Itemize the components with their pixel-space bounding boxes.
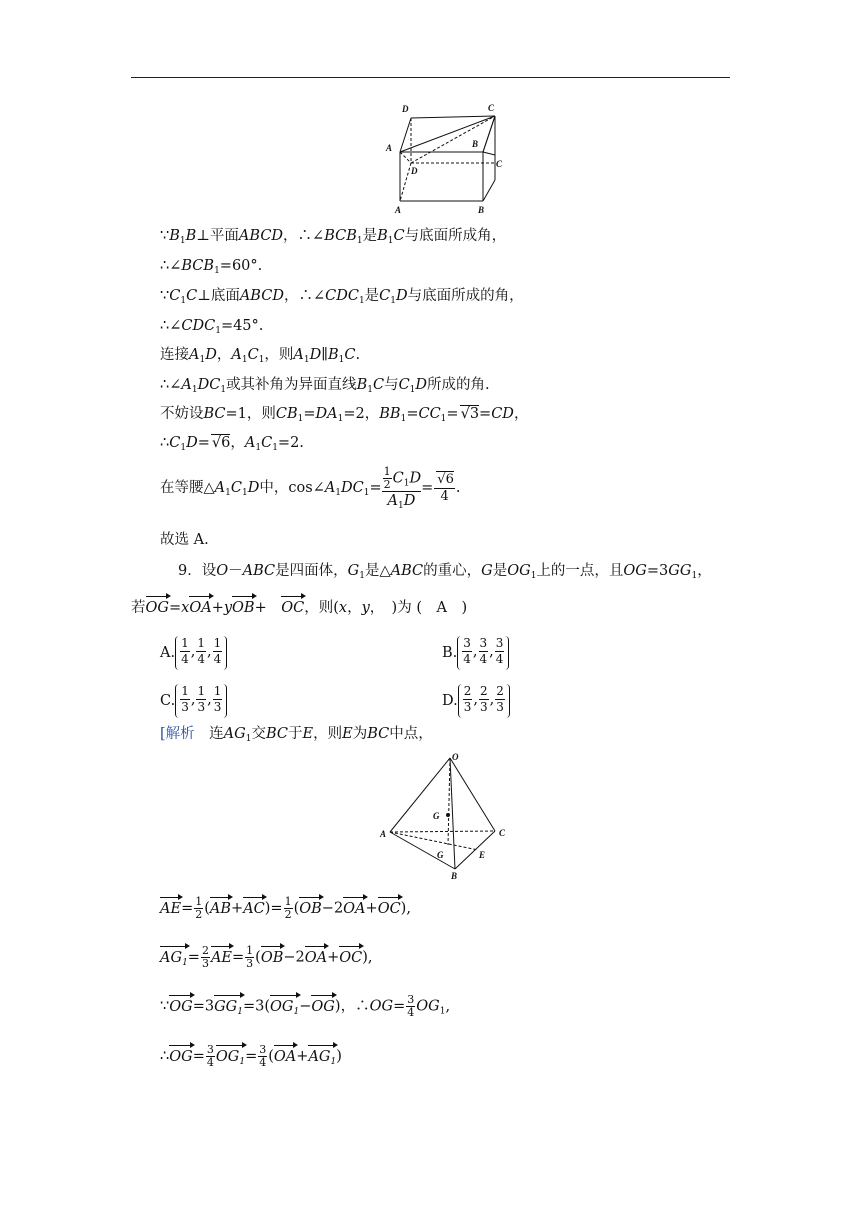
equation-1: AE= $\frac{1}{2}$ (AB+AC)= $\frac{1}{2}$ (OB−2OA+OC), xyxy=(160,895,411,921)
label-A: A xyxy=(395,205,402,215)
solution-line-7: 不妨设BC=1，则$CB_1=DA_1=2$，$BB_1=CC_1=√$ 3=CD， xyxy=(160,404,528,424)
solution-line-6: $\therefore\angle A_1DC_1$或其补角为异面直线$B_1C$与$C_1D$所成的角. xyxy=(160,377,490,395)
solution-line-3: $\because C_1C\perp$底面ABCD，$\therefore\angle CDC_1$是$C_1D$与底面所成的角， xyxy=(160,288,524,306)
label-E: E xyxy=(479,850,486,860)
label-C1: C xyxy=(488,103,495,113)
label-B: B xyxy=(478,205,485,215)
equation-4: ∴OG= $\frac{3}{4}$ $OG_1=$ $\frac{3}{4}$ $(OA+AG_1)$ xyxy=(160,1043,342,1069)
analysis-line: [解析 连$AG_1$交BC于E，则E为BC中点， xyxy=(160,726,433,744)
label-D1: D xyxy=(402,104,409,114)
option-a[interactable]: A. $\frac{1}{4}$ , $\frac{1}{4}$ , $\frac{1}{4}$ xyxy=(160,636,227,670)
label-D: D xyxy=(411,166,418,176)
solution-line-1: $\because B_1B\perp$平面ABCD，$\therefore\angle BCB_1$是$B_1C$与底面所成角， xyxy=(160,228,507,246)
label-A: A xyxy=(380,829,387,839)
label-G: G xyxy=(433,811,440,821)
option-c[interactable]: C. $\frac{1}{3}$ , $\frac{1}{3}$ , $\frac{1}{3}$ xyxy=(160,684,227,718)
solution-line-8: $\therefore C_1D=√$ 6，$A_1C_1=2$. xyxy=(160,433,304,453)
solution-line-4: $\therefore\angle CDC_1=45^\circ$. xyxy=(160,318,264,336)
option-b[interactable]: B. $\frac{3}{4}$ , $\frac{3}{4}$ , $\frac{3}{4}$ xyxy=(442,636,509,670)
solution-line-2: $\therefore\angle BCB_1=60^\circ$. xyxy=(160,258,263,276)
header-rule xyxy=(131,77,730,78)
label-C: C xyxy=(499,828,506,838)
label-A1: A xyxy=(386,143,393,153)
solution-line-10: 故选 A. xyxy=(160,532,209,548)
label-B1: B xyxy=(472,139,479,149)
label-O: O xyxy=(452,752,459,762)
question-9-line-1: 9．设O－ABC是四面体，$G_1$是△ABC的重心，G是$OG_1$上的一点，且$OG=3GG_1$， xyxy=(178,563,712,581)
option-d[interactable]: D. $\frac{2}{3}$ , $\frac{2}{3}$ , $\frac{2}{3}$ xyxy=(442,684,510,718)
equation-2: $AG_1=$ $\frac{2}{3}$ AE= $\frac{1}{3}$ (OB−2OA+OC), xyxy=(160,944,373,970)
question-9-line-2: 若OG=xOA+yOB+ OC，则(x，y， )为 ( A ) xyxy=(131,600,468,616)
label-B: B xyxy=(451,871,458,881)
equation-3: $\because OG=3GG_1=3(OG_1-OG)$，∴OG= $\frac{3}{4}$ $OG_1$, xyxy=(160,993,451,1019)
solution-line-9: 在等腰$\triangle A_1C_1D$中，$\cos\angle A_1DC_1=$ $\frac{1}{2}$ $C_1D$ $A_1D$ = √ $\frac{6}{4}$ . xyxy=(160,466,460,510)
label-G1: G xyxy=(437,850,444,860)
prism-figure xyxy=(380,100,520,220)
solution-line-5: 连接$A_1D$，$A_1C_1$，则$A_1D\parallel B_1C$. xyxy=(160,347,361,365)
label-C: C xyxy=(496,159,503,169)
tetrahedron-figure xyxy=(375,752,515,882)
